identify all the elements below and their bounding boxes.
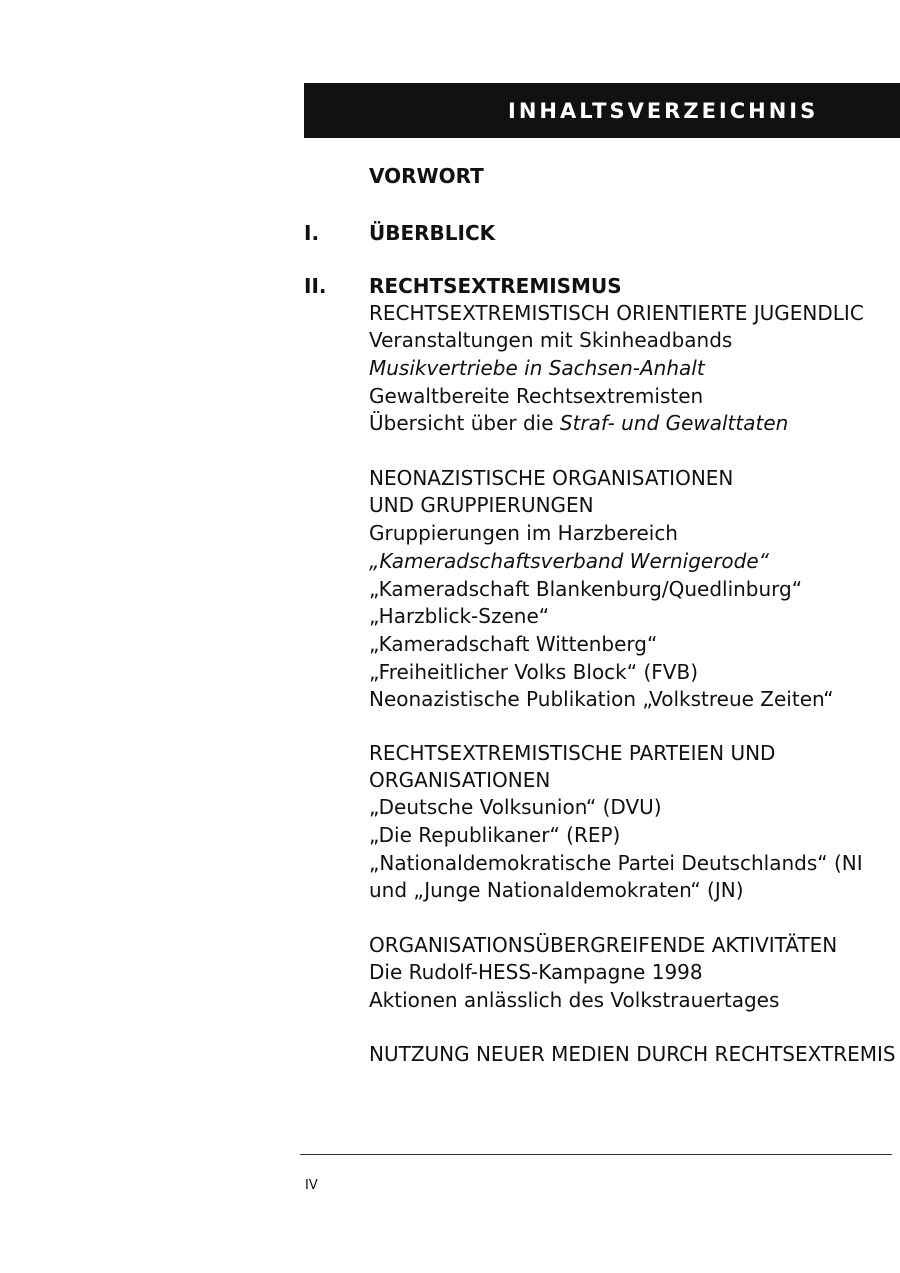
toc-item: „Harzblick-Szene“ [369,604,550,628]
toc-numeral-2: II. [304,274,327,298]
toc-item: „Kameradschaftsverband Wernigerode“ [369,549,770,573]
toc-item: Gewaltbereite Rechtsextremisten [369,384,704,408]
toc-item: Musikvertriebe in Sachsen-Anhalt [369,356,705,380]
page-number: IV [305,1178,318,1193]
toc-item [369,410,788,437]
toc-section-heading-parteien: RECHTSEXTREMISTISCHE PARTEIEN UND [369,741,776,765]
toc-item: Aktionen anlässlich des Volkstrauertages [369,988,780,1012]
toc-section-heading-medien: NUTZUNG NEUER MEDIEN DURCH RECHTSEXTREMIS [369,1042,896,1066]
toc-header-bar [304,83,900,138]
toc-entry-vorwort: VORWORT [369,164,484,188]
toc-item: Gruppierungen im Harzbereich [369,521,678,545]
toc-item: „Freiheitlicher Volks Block“ (FVB) [369,660,698,684]
toc-item: „Nationaldemokratische Partei Deutschlands“ (NI [369,851,863,875]
toc-section-heading-jugendliche: RECHTSEXTREMISTISCH ORIENTIERTE JUGENDLIC [369,301,864,325]
toc-section-heading-parteien-cont: ORGANISATIONEN [369,768,551,792]
toc-item: Neonazistische Publikation „Volkstreue Zeiten“ [369,687,834,711]
toc-numeral-1: I. [304,221,320,245]
toc-item: und „Junge Nationaldemokraten“ (JN) [369,878,744,902]
toc-item: Die Rudolf-HESS-Kampagne 1998 [369,960,703,984]
toc-section-heading-aktivitaeten: ORGANISATIONSÜBERGREIFENDE AKTIVITÄTEN [369,933,838,957]
toc-entry-rechtsextremismus: RECHTSEXTREMISMUS [369,274,622,298]
toc-item: Veranstaltungen mit Skinheadbands [369,328,733,352]
footer-rule [300,1154,892,1155]
toc-entry-ueberblick: ÜBERBLICK [369,221,496,245]
toc-item: „Die Republikaner“ (REP) [369,823,621,847]
toc-section-heading-neonazi-cont: UND GRUPPIERUNGEN [369,493,594,517]
toc-item-part: Übersicht über die [369,411,560,435]
toc-item: „Deutsche Volksunion“ (DVU) [369,795,662,819]
toc-item: „Kameradschaft Wittenberg“ [369,632,658,656]
toc-section-heading-neonazi: NEONAZISTISCHE ORGANISATIONEN [369,466,734,490]
toc-item-part: Straf- und Gewalttaten [559,411,789,435]
toc-title: INHALTSVERZEICHNIS [508,98,819,123]
toc-item: „Kameradschaft Blankenburg/Quedlinburg“ [369,577,803,601]
